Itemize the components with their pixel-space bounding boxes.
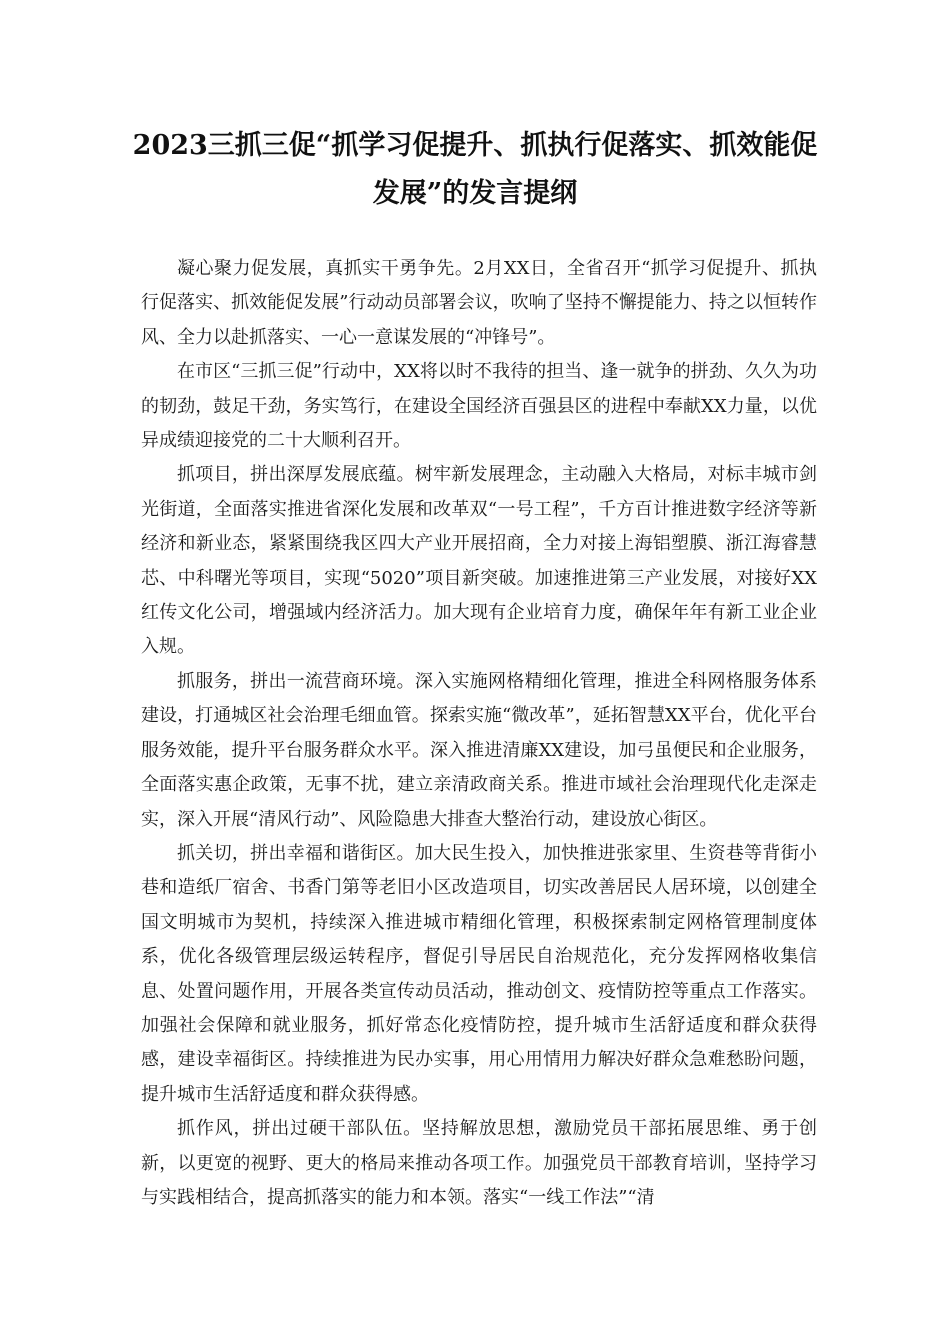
paragraph-style: 抓作风，拼出过硬干部队伍。坚持解放思想，激励党员干部拓展思维、勇于创新，以更宽的视野、更大的格局来推动各项工作。加强党员干部教育培训，坚持学习与实践相结合，提高抓落实的能力和本领。落实“一线工作法”“清 xyxy=(141,1118,817,1208)
document-title: 2023三抓三促“抓学习促提升、抓执行促落实、抓效能促发展”的发言提纲 xyxy=(132,130,818,209)
paragraph-action: 在市区“三抓三促”行动中，XX将以时不我待的担当、逢一就争的拼劲、久久为功的韧劲，鼓足干劲，务实笃行，在建设全国经济百强县区的进程中奉献XX力量，以优异成绩迎接党的二十大顺利召开。 xyxy=(141,361,817,452)
paragraph-concerns: 抓关切，拼出幸福和谐街区。加大民生投入，加快推进张家里、生资巷等背街小巷和造纸厂宿舍、书香门第等老旧小区改造项目，切实改善居民人居环境，以创建全国文明城市为契机，持续深入推进城市精细化管理，积极探索制定网格管理制度体系，优化各级管理层级运转程序，督促引导居民自治规范化，充分发挥网格收集信息、处置问题作用，开展各类宣传动员活动，推动创文、疫情防控等重点工作落实。加强社会保障和就业服务，抓好常态化疫情防控，提升城市生活舒适度和群众获得感，建设幸福街区。持续推进为民办实事，用心用情用力解决好群众急难愁盼问题，提升城市生活舒适度和群众获得感。 xyxy=(141,842,817,1105)
paragraph-services: 抓服务，拼出一流营商环境。深入实施网格精细化管理，推进全科网格服务体系建设，打通城区社会治理毛细血管。探索实施“微改革”，延拓智慧XX平台，优化平台服务效能，提升平台服务群众水平。深入推进清廉XX建设，加弓虽便民和企业服务，全面落实惠企政策，无事不扰，建立亲清政商关系。推进市域社会治理现代化走深走实，深入开展“清风行动”、风险隐患大排查大整治行动，建设放心街区。 xyxy=(141,670,817,830)
document-body xyxy=(141,252,817,1215)
paragraph-intro: 凝心聚力促发展，真抓实干勇争先。2月XX日，全省召开“抓学习促提升、抓执行促落实、抓效能促发展”行动动员部署会议，吹响了坚持不懈提能力、持之以恒转作风、全力以赴抓落实、一心一意谋发展的“冲锋号”。 xyxy=(141,258,817,348)
paragraph-projects: 抓项目，拼出深厚发展底蕴。树牢新发展理念，主动融入大格局，对标丰城市剑光街道，全面落实推进省深化发展和改革双“一号工程”，千方百计推进数字经济等新经济和新业态，紧紧围绕我区四大产业开展招商，全力对接上海铝塑膜、浙江海睿慧芯、中科曙光等项目，实现“5020”项目新突破。加速推进第三产业发展，对接好XX红传文化公司，增强域内经济活力。加大现有企业培育力度，确保年年有新工业企业入规。 xyxy=(141,464,817,658)
